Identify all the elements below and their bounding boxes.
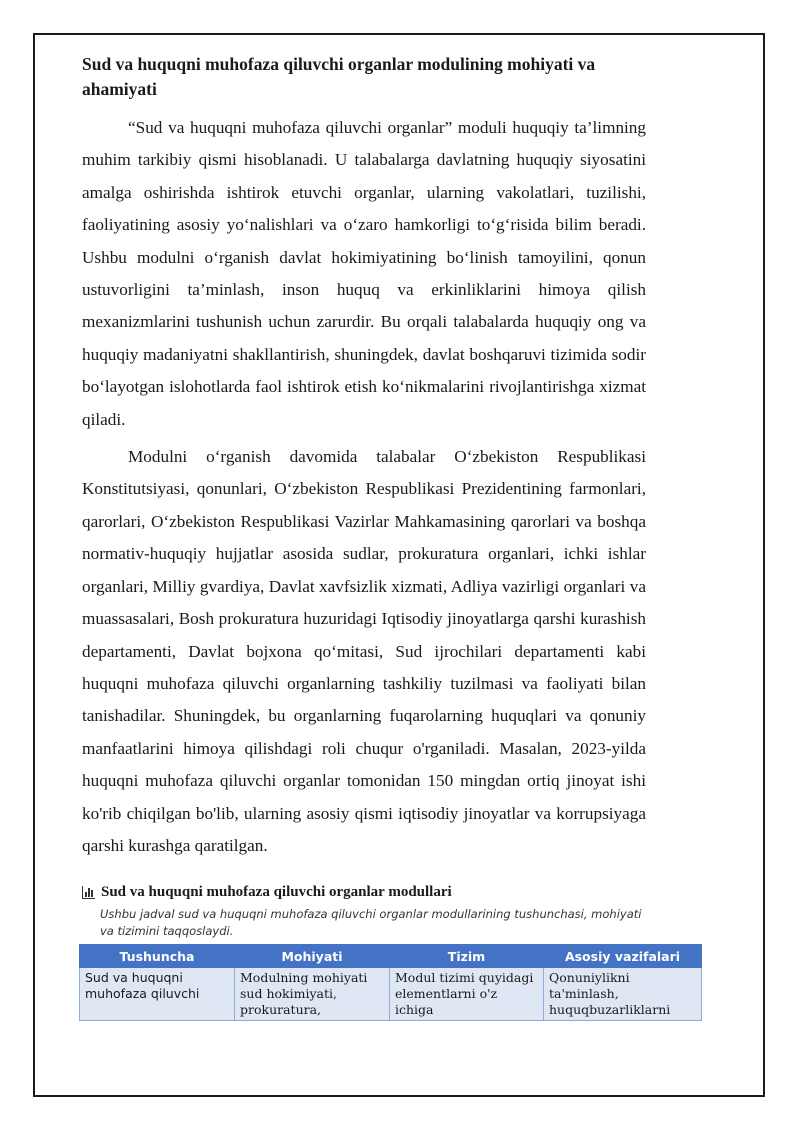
- table-row: [80, 968, 702, 1021]
- table-heading: [82, 882, 646, 902]
- table-cell: Modulning mohiyati sud hokimiyati, prokuratura,: [235, 968, 390, 1021]
- table-cell: Qonuniylikni ta'minlash, huquqbuzarliklarni: [544, 968, 702, 1021]
- paragraph-1: “Sud va huquqni muhofaza qiluvchi organlar” moduli huquqiy ta’limning muhim tarkibiy qismi hisoblanadi. U talabalarga davlatning huquqiy siyosatini amalga oshirishda ishtirok etuvchi organlar, ularning vakolatlari, tuzilishi, faoliyatining asosiy yo‘nalishlari va o‘zaro hamkorligi to‘g‘risida bilim beradi. Ushbu modulni o‘rganish davlat hokimiyatining bo‘linish tamoyilini, qonun ustuvorligini ta’minlash, inson huquq va erkinliklarini himoya qilish mexanizmlarini tushunish uchun zarurdir. Bu orqali talabalarda huquqiy ong va huquqiy madaniyatni shakllantirish, shuningdek, davlat boshqaruvi tizimida sodir bo‘layotgan islohotlarda faol ishtirok etish ko‘nikmalarini rivojlantirishga xizmat qiladi.: [82, 118, 646, 429]
- table-header-row: [80, 945, 702, 968]
- table-heading-text: Sud va huquqni muhofaza qiluvchi organlar modullari: [101, 884, 452, 901]
- paragraph-2: Modulni o‘rganish davomida talabalar O‘zbekiston Respublikasi Konstitutsiyasi, qonunlari, O‘zbekiston Respublikasi Prezidentining farmonlari, qarorlari, O‘zbekiston Respublikasi Vazirlar Mahkamasining qarorlari va boshqa normativ-huquqiy hujjatlar asosida sudlar, prokuratura organlari, ichki ishlar organlari, Milliy gvardiya, Davlat xavfsizlik xizmati, Adliya vazirligi organlari va muassasalari, Bosh prokuratura huzuridagi Iqtisodiy jinoyatlarga qarshi kurashish departamenti, Davlat bojxona qo‘mitasi, Sud ijrochilari departamenti kabi huquqni muhofaza qiluvchi organlarning tashkiliy tuzilmasi va faoliyati bilan tanishadilar. Shuningdek, bu organlarning fuqarolarning huquqlari va qonuniy manfaatlarini himoya qilishdagi roli chuqur o'rganiladi. Masalan, 2023-yilda huquqni muhofaza qiluvchi organlar tomonidan 150 mingdan ortiq jinoyat ishi ko'rib chiqilgan bo'lib, ularning asosiy qismi iqtisodiy jinoyatlar va korrupsiyaga qarshi kurashga qaratilgan.: [82, 447, 646, 855]
- modules-table: [79, 944, 702, 1021]
- bar-chart-icon: [82, 886, 95, 899]
- document-title: Sud va huquqni muhofaza qiluvchi organlar modulining mohiyati va ahamiyati: [82, 54, 596, 99]
- column-header-mohiyati: Mohiyati: [235, 945, 390, 968]
- table-caption: Ushbu jadval sud va huquqni muhofaza qiluvchi organlar modullarining tushunchasi, mohiyati va tizimini taqqoslaydi.: [100, 907, 642, 939]
- table-cell: Sud va huquqni muhofaza qiluvchi: [80, 968, 235, 1021]
- table-cell: Modul tizimi quyidagi elementlarni o'z ichiga: [390, 968, 544, 1021]
- document-body: [82, 52, 681, 1021]
- column-header-tizim: Tizim: [390, 945, 544, 968]
- column-header-asosiy-vazifalari: Asosiy vazifalari: [544, 945, 702, 968]
- column-header-tushuncha: Tushuncha: [80, 945, 235, 968]
